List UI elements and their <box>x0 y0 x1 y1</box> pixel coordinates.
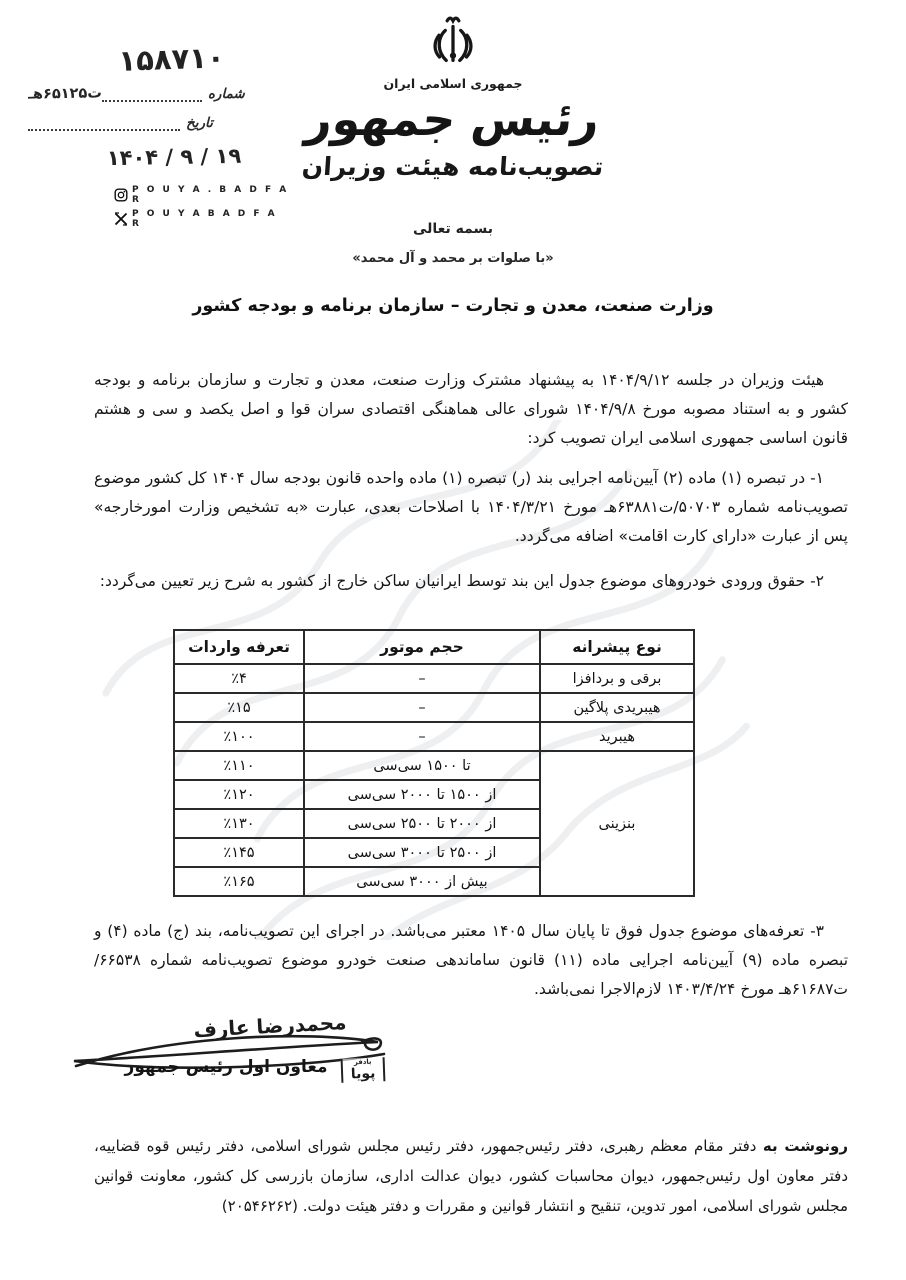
cc-paragraph <box>94 1131 848 1221</box>
basmala: بسمه تعالی <box>412 221 494 237</box>
cell-type-gasoline: بنزینی <box>540 751 694 896</box>
cell-tariff: ٪۱۱۰ <box>174 751 304 780</box>
clause-2-paragraph: ۲- حقوق ورودی خودروهای موضوع جدول این بند توسط ایرانیان ساکن خارج از کشور به شرح زیر تعیین می‌گردد: <box>99 571 824 590</box>
handwritten-date: ۱۴۰۴ / ۹ / ۱۹ <box>106 143 242 171</box>
cell-engine: از ۲۰۰۰ تا ۲۵۰۰ سی‌سی <box>304 809 540 838</box>
signer-title: معاون اول رئیس جمهور <box>124 1057 328 1077</box>
cell-tariff: ٪۱۰۰ <box>174 722 304 751</box>
x-handle: P O U Y A B A D F A R <box>132 209 278 229</box>
cell-engine: از ۱۵۰۰ تا ۲۰۰۰ سی‌سی <box>304 780 540 809</box>
cell-tariff: ٪۴ <box>174 664 304 693</box>
handwritten-decree-number: ۱۵۸۷۱۰ <box>117 40 226 78</box>
cell-type: هیبریدی پلاگین <box>540 693 694 722</box>
sharer-stamp <box>341 1057 386 1083</box>
table-row <box>174 664 694 693</box>
cell-engine: از ۲۵۰۰ تا ۳۰۰۰ سی‌سی <box>304 838 540 867</box>
cell-engine: – <box>304 693 540 722</box>
date-label: تاریخ <box>186 115 213 131</box>
signature-block <box>58 1010 398 1105</box>
header-import-tariff: تعرفه واردات <box>174 630 304 664</box>
intro-paragraph: هیئت وزیران در جلسه ۱۴۰۴/۹/۱۲ به پیشنهاد مشترک وزارت صنعت، معدن و تجارت و سازمان برنامه و بودجه کشور و به استناد مصوبه مورخ ۱۴۰۴/۹/۸ شورای عالی هماهنگی اقتصادی سران قوا و اصل یکصد و سی و هشتم قانون اساسی جمهوری اسلامی ایران تصویب کرد: <box>94 370 848 447</box>
cell-engine: تا ۱۵۰۰ سی‌سی <box>304 751 540 780</box>
letterhead <box>0 12 906 181</box>
iran-emblem-icon <box>424 12 482 74</box>
cell-type: هیبرید <box>540 722 694 751</box>
instagram-icon <box>114 188 128 202</box>
cell-type: برقی و بردافزا <box>540 664 694 693</box>
tariff-table <box>173 629 695 897</box>
table-header-row <box>174 630 694 664</box>
cell-tariff: ٪۱۳۰ <box>174 809 304 838</box>
cell-engine: – <box>304 664 540 693</box>
signer-name: محمدرضا عارف <box>192 1010 348 1042</box>
office-title-calligraphy: رئیس جمهور <box>303 92 603 146</box>
cell-tariff: ٪۱۵ <box>174 693 304 722</box>
cell-tariff: ٪۱۶۵ <box>174 867 304 896</box>
cc-text: دفتر مقام معظم رهبری، دفتر رئیس‌جمهور، دفتر رئیس مجلس شورای اسلامی، دفتر رئیس قوه قضاییه، دفتر معاون اول رئیس‌جمهور، دیوان محاسبات کشور، دیوان عدالت اداری، سازمان بازرسی کل کشور، معاونت قوانین مجلس شورای اسلامی، امور تدوین، تنقیح و انتشار قوانین و مقررات و دفتر هیئت دولت. (۲۰۵۴۶۲۶۲) <box>94 1137 848 1215</box>
cell-tariff: ٪۱۲۰ <box>174 780 304 809</box>
table-row <box>174 751 694 780</box>
stamp-name: پویا <box>350 1065 376 1083</box>
table-row <box>174 693 694 722</box>
clause-3-paragraph: ۳- تعرفه‌های موضوع جدول فوق تا پایان سال ۱۴۰۵ معتبر می‌باشد. در اجرای این تصویب‌نامه، بند (ج) ماده (۴) و تبصره ماده (۹) آیین‌نامه اجرایی ماده (۱۱) قانون ساماندهی صنعت خودرو موضوع تصویب‌نامه شماره ۶۶۵۳۸/ت۶۱۶۸۷هـ مورخ ۱۴۰۳/۴/۲۴ لازم‌الاجرا نمی‌باشد. <box>94 921 849 998</box>
handwritten-class-number: ت۶۵۱۲۵هـ <box>27 85 102 103</box>
instagram-row <box>114 185 290 205</box>
clause-1-paragraph: ۱- در تبصره (۱) ماده (۲) آیین‌نامه اجرایی بند (ر) تبصره (۱) ماده واحده قانون بودجه سال ۱۴۰۴ کل کشور موضوع تصویب‌نامه شماره ۵۰۷۰۳/ت۶۳۸۸۱هـ مورخ ۱۴۰۴/۳/۲۱ با اصلاحات بعدی، عبارت «به تشخیص وزارت امورخارجه» پس از عبارت «دارای کارت اقامت» اضافه می‌گردد. <box>94 468 848 545</box>
cell-engine: بیش از ۳۰۰۰ سی‌سی <box>304 867 540 896</box>
table-row <box>174 722 694 751</box>
stamp-surname: بادفر <box>353 1057 372 1067</box>
header-propulsion-type: نوع پیشرانه <box>540 630 694 664</box>
header-engine-volume: حجم موتور <box>304 630 540 664</box>
cell-tariff: ٪۱۴۵ <box>174 838 304 867</box>
addressee-heading: وزارت صنعت، معدن و تجارت – سازمان برنامه و بودجه کشور <box>192 296 714 316</box>
document-type-title: تصویب‌نامه هیئت وزیران <box>301 151 605 181</box>
instagram-handle: P O U Y A . B A D F A R <box>132 185 289 205</box>
country-name: جمهوری اسلامی ایران <box>383 76 523 91</box>
salawat: «با صلوات بر محمد و آل محمد» <box>352 251 554 266</box>
cell-engine: – <box>304 722 540 751</box>
number-label: شماره <box>207 86 245 102</box>
cc-label: رونوشت به <box>762 1137 849 1155</box>
